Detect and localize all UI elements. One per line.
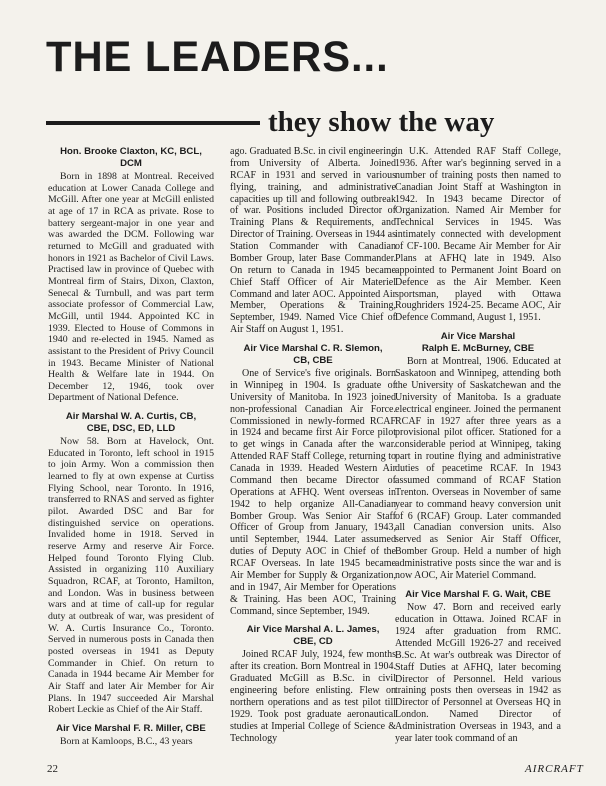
bio-paragraph: Born in 1898 at Montreal. Received education at Lower Canada College and McGill. After one year at McGill enlisted at age of 17 in RCA as private. Rose to battery sergeant-major in one year and was awarded the DCM. Following war returned to McGill and graduated with honors in 1921 as Bachelor of Civil Laws. Practised law in province of Quebec with Montreal firm of Stairs, Dixon, Claxton, Senecal & Turnbull, and was part term associate professor of Commercial Law, McGill, until 1944. Appointed KC in 1939. Elected to House of Commons in 1940 and re-elected in 1945. Named as assistant to the President of Privy Council in 1943. Became Minister of National Health & Welfare late in 1944. On December 12, 1946, took over Department of National Defence.	[48, 171, 214, 404]
bio-heading-line: CB, CBE	[293, 354, 333, 366]
bio-paragraph: Joined RCAF July, 1924, few months after its creation. Born Montreal in 1904. Graduated McGill as B.Sc. in civil engineering before enlisting. Flew on northern operations and as test pilot till 1929. Took post graduate aeronautical studies at Imperial College of Science & Technology	[230, 649, 396, 744]
bio-heading-line: CBE, CD	[293, 635, 333, 647]
bio-heading-line: Air Marshal W. A. Curtis, CB,	[65, 411, 197, 423]
bio-heading: Air Vice Marshal F. R. Miller, CBE	[56, 722, 206, 734]
bio-paragraph: in U.K. Attended RAF Staff College, 1936. After war's beginning served in a number of training posts then named to Canadian Joint Staff at Washington in 1942. In 1943 became Director of Organization. Named Air Member for Technical Services in 1945. Was intimately connected with development of CF-100. Became Air Member for Air Plans at AFHQ late in 1949. Also appointed to Permanent Joint Board on Defence as the Air Member. Keen sportsman, played with Ottawa Roughriders 1924-25. Became AOC, Air Defence Command, August 1, 1951.	[395, 146, 561, 324]
column-3	[395, 146, 561, 745]
bio-paragraph: ago. Graduated B.Sc. in civil engineering from University of Alberta. Joined RCAF in 1931 and served in various flying, training, and administrative capacities up till and following outbreak of war. Positions included Director of Training Plans & Requirements, and Director of Training. Overseas in 1944 as Station Commander with Canadian Bomber Group, later Base Commander. On return to Canada in 1945 became Chief Staff Officer of Air Materiel Command and later AOC. Appointed Air Member, Operations & Training, September, 1949. Named Vice Chief of Air Staff on August 1, 1951.	[230, 146, 396, 336]
bio-paragraph: Now 58. Born at Havelock, Ont. Educated in Toronto, left school in 1915 to join Army. Won a commission then learned to fly at own expense at Curtiss Flying School, near Toronto. In 1916, transferred to RNAS and served as fighter pilot. Awarded DSC and Bar for distinguished service on operations. Invalided home in 1918. Served in reserve Army and reserve Air Force. Helped found Toronto Flying Club. Assisted in organizing 110 Auxiliary Squadron, RCAF, at Toronto, Hamilton, and London. Was in business between wars and at time of call-up for regular duty at outbreak of war, was president of W. A. Curtis Insurance Co., Toronto. Served in numerous posts in Canada then posted overseas in 1941 as Deputy Commander in Chief. On return to Canada in 1944 became Air Member for Air Staff and later Air Member for Air Plans. In 1947 succeeded Air Marshal Robert Leckie as Chief of the Air Staff.	[48, 436, 214, 716]
page-subtitle: they show the way	[268, 106, 495, 138]
bio-paragraph: Born at Montreal, 1906. Educated at Saskatoon and Winnipeg, attending both the University of Saskatchewan and the University of Manitoba. Is a graduate electrical engineer. Joined the permanent RCAF in 1927 after three years as a provisional pilot officer. Stationed for a considerable period at Winnipeg, taking part in routine flying and administrative duties of peacetime RCAF. In 1943 assumed command of RCAF Station Trenton. Overseas in November of same year to command heavy conversion unit of 6 (RCAF) Group. Later commanded all Canadian conversion units. Also served as Senior Air Staff Officer, Bomber Group. Held a number of high administrative posts since the war and is now AOC, Air Materiel Command.	[395, 356, 561, 581]
bio-heading-line: CBE, DSC, ED, LLD	[86, 422, 176, 434]
column-1	[48, 146, 214, 748]
page-number: 22	[47, 763, 58, 775]
bio-heading: Hon. Brooke Claxton, KC, BCL, DCM	[60, 146, 202, 169]
magazine-name: AIRCRAFT	[525, 763, 584, 775]
bio-heading-line: Air Vice Marshal A. L. James,	[246, 624, 380, 636]
bio-heading-line: Air Vice Marshal	[440, 331, 516, 343]
bio-heading: Air Vice Marshal F. G. Wait, CBE	[405, 588, 551, 600]
title-rule	[46, 121, 260, 125]
bio-heading	[230, 343, 396, 366]
column-2	[230, 146, 396, 744]
bio-heading	[395, 331, 561, 354]
bio-heading	[230, 624, 396, 647]
bio-heading	[48, 411, 214, 434]
bio-paragraph: One of Service's five originals. Born in Winnipeg in 1904. Is graduate of University of Manitoba. In 1923 joined non-professional Canadian Air Force. Commissioned in newly-formed RCAF in 1924 and became first Air Force pilot to get wings in Canada after the war. Attended RAF Staff College, returning to Canada in 1939. Headed Western Air Command then became Director of Operations at AFHQ. Went overseas in 1942 to help organize All-Canadian Bomber Group. Was Senior Air Staff Officer of Group from January, 1943, until September, 1944. Later assumed duties of Deputy AOC in Chief of the RCAF Overseas. In late 1945 became Air Member for Supply & Organization, and in 1947, Air Member for Operations & Training. Has been AOC, Training Command, since September, 1949.	[230, 368, 396, 617]
bio-paragraph: Born at Kamloops, B.C., 43 years	[60, 736, 193, 748]
page-title: THE LEADERS...	[46, 33, 389, 81]
bio-paragraph: Now 47. Born and received early education in Ottawa. Joined RCAF in 1924 after graduation from RMC. Attended McGill 1926-27 and received B.Sc. At war's outbreak was Director of Staff Duties at AFHQ, later becoming Director of Personnel. Held various training posts then overseas in 1942 as Director of Personnel at Overseas HQ in London. Named Director of Administration Overseas in 1943, and a year later took command of an	[395, 602, 561, 744]
bio-heading-line: Air Vice Marshal C. R. Slemon,	[243, 343, 383, 354]
bio-heading-line: Ralph E. McBurney, CBE	[421, 342, 535, 354]
